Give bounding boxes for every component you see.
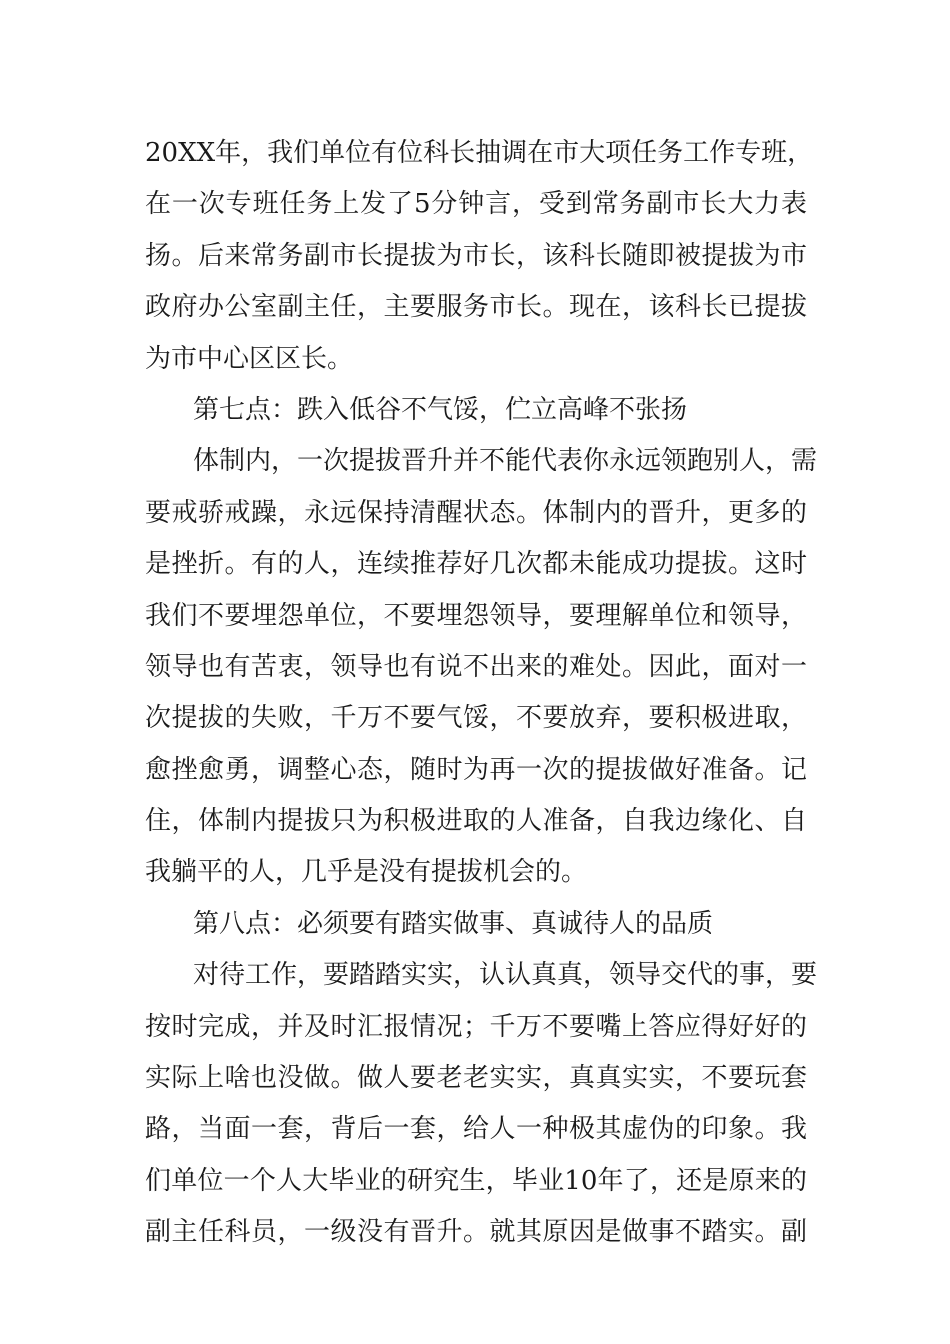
paragraph-line: 领导也有苦衷，领导也有说不出来的难处。因此，面对一 xyxy=(145,651,807,682)
paragraph-line: 次提拔的失败，千万不要气馁，不要放弃，要积极进取， xyxy=(145,703,807,734)
paragraph-first-line: 对待工作，要踏踏实实，认认真真，领导交代的事，要 xyxy=(193,960,818,991)
paragraph-line: 实际上啥也没做。做人要老老实实，真真实实，不要玩套 xyxy=(145,1063,807,1094)
paragraph-line: 我躺平的人，几乎是没有提拔机会的。 xyxy=(145,857,588,888)
paragraph-line: 住，体制内提拔只为积极进取的人准备，自我边缘化、自 xyxy=(145,806,807,837)
paragraph-line: 们单位一个人大毕业的研究生，毕业10年了，还是原来的 xyxy=(145,1165,807,1196)
paragraph-line: 路，当面一套，背后一套，给人一种极其虚伪的印象。我 xyxy=(145,1114,807,1145)
paragraph-line: 要戒骄戒躁，永远保持清醒状态。体制内的晋升，更多的 xyxy=(145,497,807,528)
paragraph-line: 愈挫愈勇，调整心态，随时为再一次的提拔做好准备。记 xyxy=(145,754,807,785)
document-body xyxy=(145,128,818,1259)
paragraph-line: 是挫折。有的人，连续推荐好几次都未能成功提拔。这时 xyxy=(145,549,807,580)
paragraph-line: 20XX年，我们单位有位科长抽调在市大项任务工作专班， xyxy=(145,138,814,168)
paragraph-first-line: 第七点：跌入低谷不气馁，伫立高峰不张扬 xyxy=(193,394,688,425)
paragraph-line: 在一次专班任务上发了5分钟言，受到常务副市长大力表 xyxy=(145,189,807,220)
paragraph-line: 按时完成，并及时汇报情况；千万不要嘴上答应得好好的 xyxy=(145,1011,807,1042)
paragraph-first-line: 体制内，一次提拔晋升并不能代表你永远领跑别人，需 xyxy=(193,446,818,477)
paragraph-line: 政府办公室副主任，主要服务市长。现在，该科长已提拔 xyxy=(145,292,807,323)
paragraph-line: 扬。后来常务副市长提拔为市长，该科长随即被提拔为市 xyxy=(145,240,807,271)
paragraph-line: 我们不要埋怨单位，不要埋怨领导，要理解单位和领导， xyxy=(145,600,807,631)
paragraph-line: 副主任科员，一级没有晋升。就其原因是做事不踏实。副 xyxy=(145,1217,807,1248)
paragraph-line: 为市中心区区长。 xyxy=(145,343,354,374)
paragraph-first-line: 第八点：必须要有踏实做事、真诚待人的品质 xyxy=(193,908,714,939)
